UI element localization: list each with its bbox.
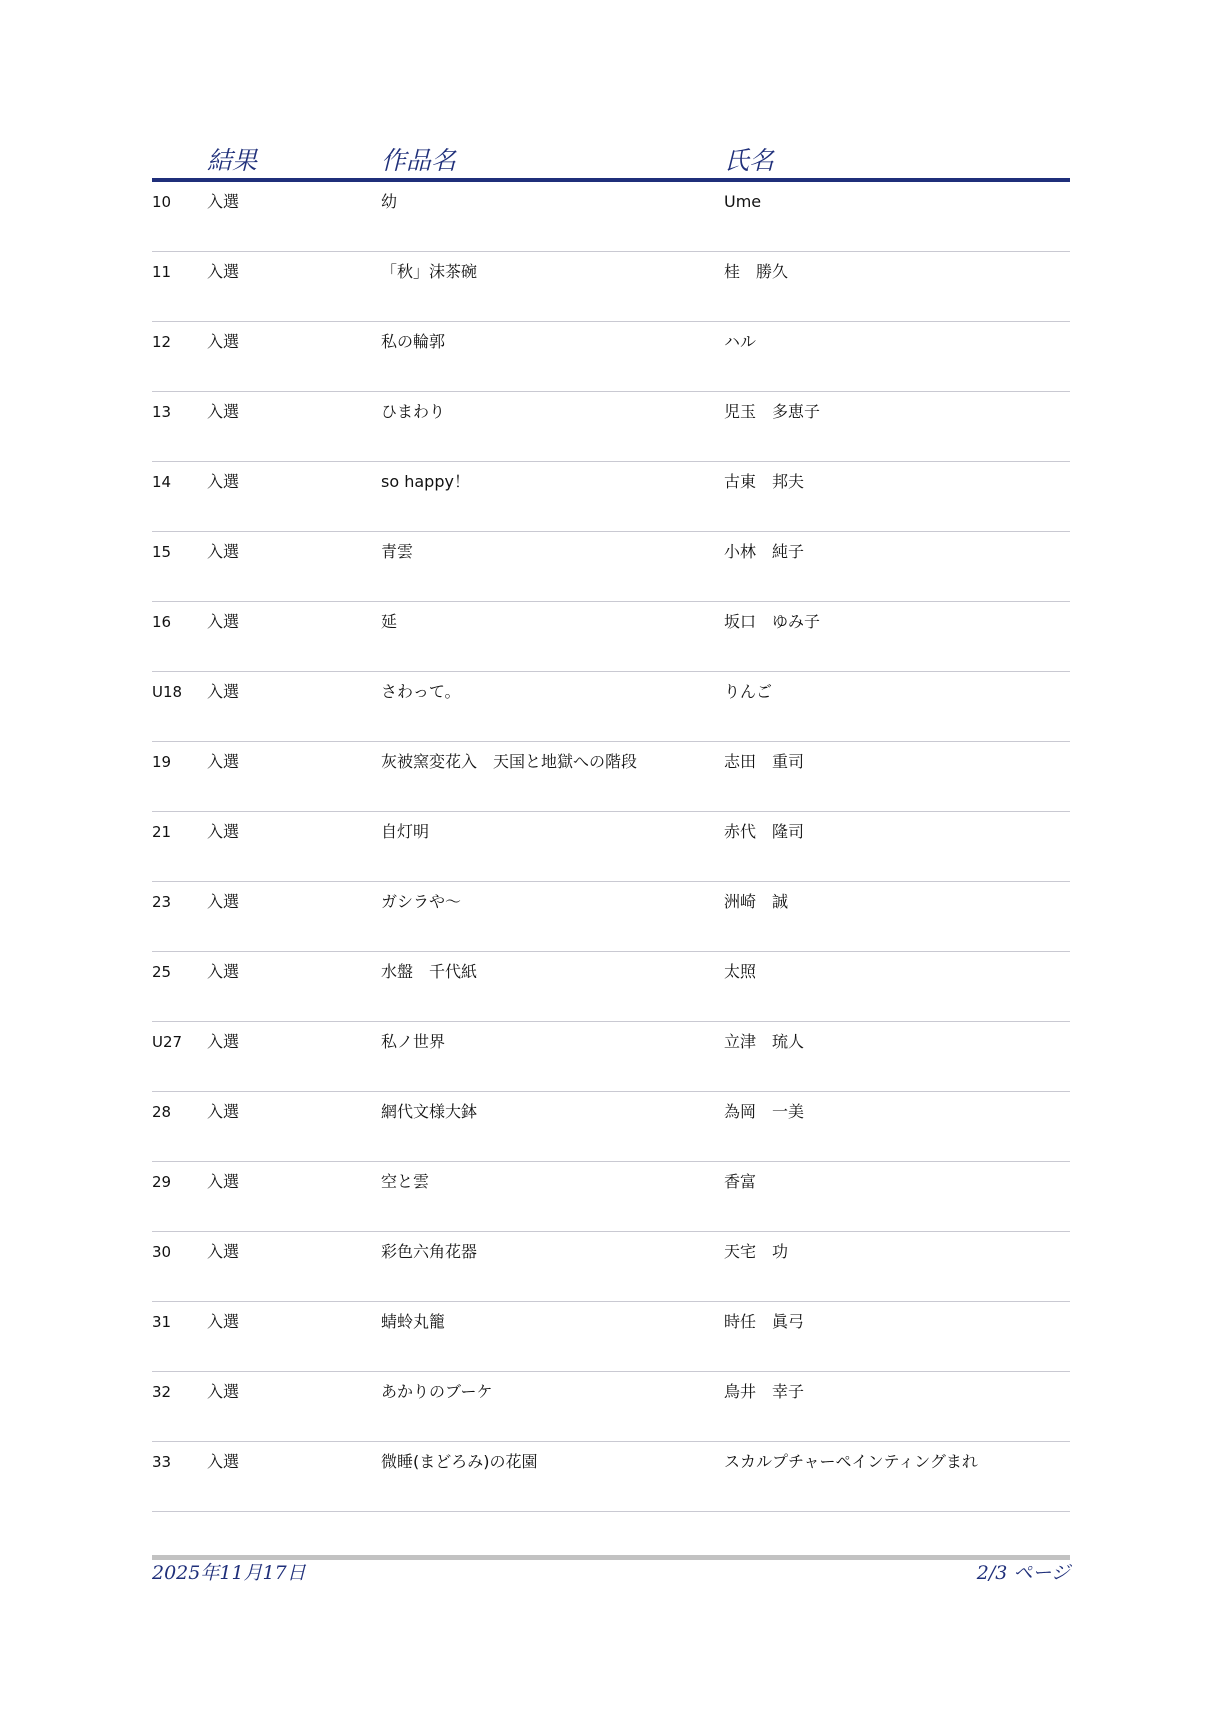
- artist-name-cell: 坂口 ゆみ子: [724, 612, 821, 631]
- result-cell: 入選: [207, 192, 240, 211]
- artist-name-cell: 立津 琉人: [724, 1032, 805, 1051]
- table-row: [152, 322, 1070, 392]
- header-result: 結果: [207, 146, 258, 175]
- entry-number: 21: [152, 823, 172, 841]
- table-header: [152, 146, 1070, 180]
- entry-number: 33: [152, 1453, 172, 1471]
- header-title: 作品名: [381, 146, 457, 175]
- artist-name-cell: 洲崎 誠: [724, 892, 789, 911]
- work-title-cell: 彩色六角花器: [381, 1242, 478, 1261]
- work-title-cell: 水盤 千代紙: [381, 962, 478, 981]
- artist-name-cell: 鳥井 幸子: [724, 1382, 805, 1401]
- work-title-cell: 「秋」沫茶碗: [381, 262, 478, 281]
- result-cell: 入選: [207, 1382, 240, 1401]
- table-row: [152, 952, 1070, 1022]
- work-title-cell: 微睡(まどろみ)の花園: [381, 1452, 538, 1471]
- entry-number: 32: [152, 1383, 172, 1401]
- footer-divider: [152, 1555, 1070, 1560]
- work-title-cell: あかりのブーケ: [381, 1382, 493, 1401]
- table-row: [152, 392, 1070, 462]
- artist-name-cell: 天宅 功: [724, 1242, 789, 1261]
- result-cell: 入選: [207, 1102, 240, 1121]
- work-title-cell: 蜻蛉丸籠: [381, 1312, 446, 1331]
- entry-number: 10: [152, 193, 172, 211]
- table-row: [152, 1022, 1070, 1092]
- artist-name-cell: りんご: [724, 682, 773, 701]
- entry-number: 15: [152, 543, 172, 561]
- artist-name-cell: 為岡 一美: [724, 1102, 805, 1121]
- work-title-cell: 灰被窯変花入 天国と地獄への階段: [381, 752, 638, 771]
- result-cell: 入選: [207, 1242, 240, 1261]
- page-number: 2/3 ページ: [976, 1562, 1070, 1584]
- work-title-cell: 網代文様大鉢: [381, 1102, 478, 1121]
- artist-name-cell: 桂 勝久: [724, 262, 789, 281]
- entry-number: 28: [152, 1103, 172, 1121]
- table-row: [152, 1232, 1070, 1302]
- table-row: [152, 1092, 1070, 1162]
- work-title-cell: さわって。: [381, 682, 461, 701]
- work-title-cell: 私ノ世界: [381, 1032, 446, 1051]
- work-title-cell: 延: [381, 612, 398, 631]
- entry-number: U18: [152, 683, 183, 701]
- result-cell: 入選: [207, 682, 240, 701]
- entry-number: 19: [152, 753, 172, 771]
- work-title-cell: ガシラや〜: [381, 892, 462, 911]
- result-cell: 入選: [207, 612, 240, 631]
- table-row: [152, 1442, 1070, 1512]
- table-row: [152, 672, 1070, 742]
- entry-number: 14: [152, 473, 172, 491]
- work-title-cell: 幼: [381, 192, 398, 211]
- result-cell: 入選: [207, 752, 240, 771]
- table-row: [152, 812, 1070, 882]
- footer-date: 2025年11月17日: [152, 1562, 306, 1584]
- work-title-cell: ひまわり: [381, 402, 446, 421]
- entry-number: 11: [152, 263, 172, 281]
- result-cell: 入選: [207, 332, 240, 351]
- table-row: [152, 1372, 1070, 1442]
- entry-number: 25: [152, 963, 172, 981]
- artist-name-cell: 児玉 多恵子: [724, 402, 821, 421]
- result-cell: 入選: [207, 1452, 240, 1471]
- entry-number: U27: [152, 1033, 183, 1051]
- table-row: [152, 602, 1070, 672]
- entry-number: 13: [152, 403, 172, 421]
- entry-number: 31: [152, 1313, 172, 1331]
- work-title-cell: 自灯明: [381, 822, 430, 841]
- entry-number: 12: [152, 333, 172, 351]
- work-title-cell: 空と雲: [381, 1172, 430, 1191]
- result-cell: 入選: [207, 472, 240, 491]
- table-row: [152, 182, 1070, 252]
- entry-number: 23: [152, 893, 172, 911]
- table-row: [152, 462, 1070, 532]
- table-row: [152, 532, 1070, 602]
- table-row: [152, 882, 1070, 952]
- work-title-cell: 私の輪郭: [381, 332, 446, 351]
- artist-name-cell: 小林 純子: [724, 542, 805, 561]
- artist-name-cell: 志田 重司: [724, 752, 805, 771]
- artist-name-cell: Ume: [724, 192, 762, 211]
- table-row: [152, 742, 1070, 812]
- result-cell: 入選: [207, 262, 240, 281]
- result-cell: 入選: [207, 542, 240, 561]
- artist-name-cell: 赤代 隆司: [724, 822, 805, 841]
- result-cell: 入選: [207, 822, 240, 841]
- page-footer: [152, 1561, 1070, 1587]
- entry-number: 16: [152, 613, 172, 631]
- entry-number: 29: [152, 1173, 172, 1191]
- result-cell: 入選: [207, 1312, 240, 1331]
- table-row: [152, 1162, 1070, 1232]
- work-title-cell: 青雲: [381, 542, 414, 561]
- result-cell: 入選: [207, 402, 240, 421]
- artist-name-cell: 古東 邦夫: [724, 472, 805, 491]
- artist-name-cell: スカルプチャーペインティングまれ: [724, 1452, 978, 1471]
- work-title-cell: so happy！: [381, 472, 470, 491]
- header-name: 氏名: [724, 146, 775, 175]
- table-row: [152, 1302, 1070, 1372]
- artist-name-cell: 太照: [724, 962, 757, 981]
- result-cell: 入選: [207, 892, 240, 911]
- table-row: [152, 252, 1070, 322]
- artist-name-cell: ハル: [724, 332, 757, 351]
- artist-name-cell: 香富: [724, 1172, 757, 1191]
- artist-name-cell: 時任 眞弓: [724, 1312, 805, 1331]
- result-cell: 入選: [207, 1032, 240, 1051]
- entry-number: 30: [152, 1243, 172, 1261]
- results-table: [152, 182, 1070, 1512]
- result-cell: 入選: [207, 962, 240, 981]
- result-cell: 入選: [207, 1172, 240, 1191]
